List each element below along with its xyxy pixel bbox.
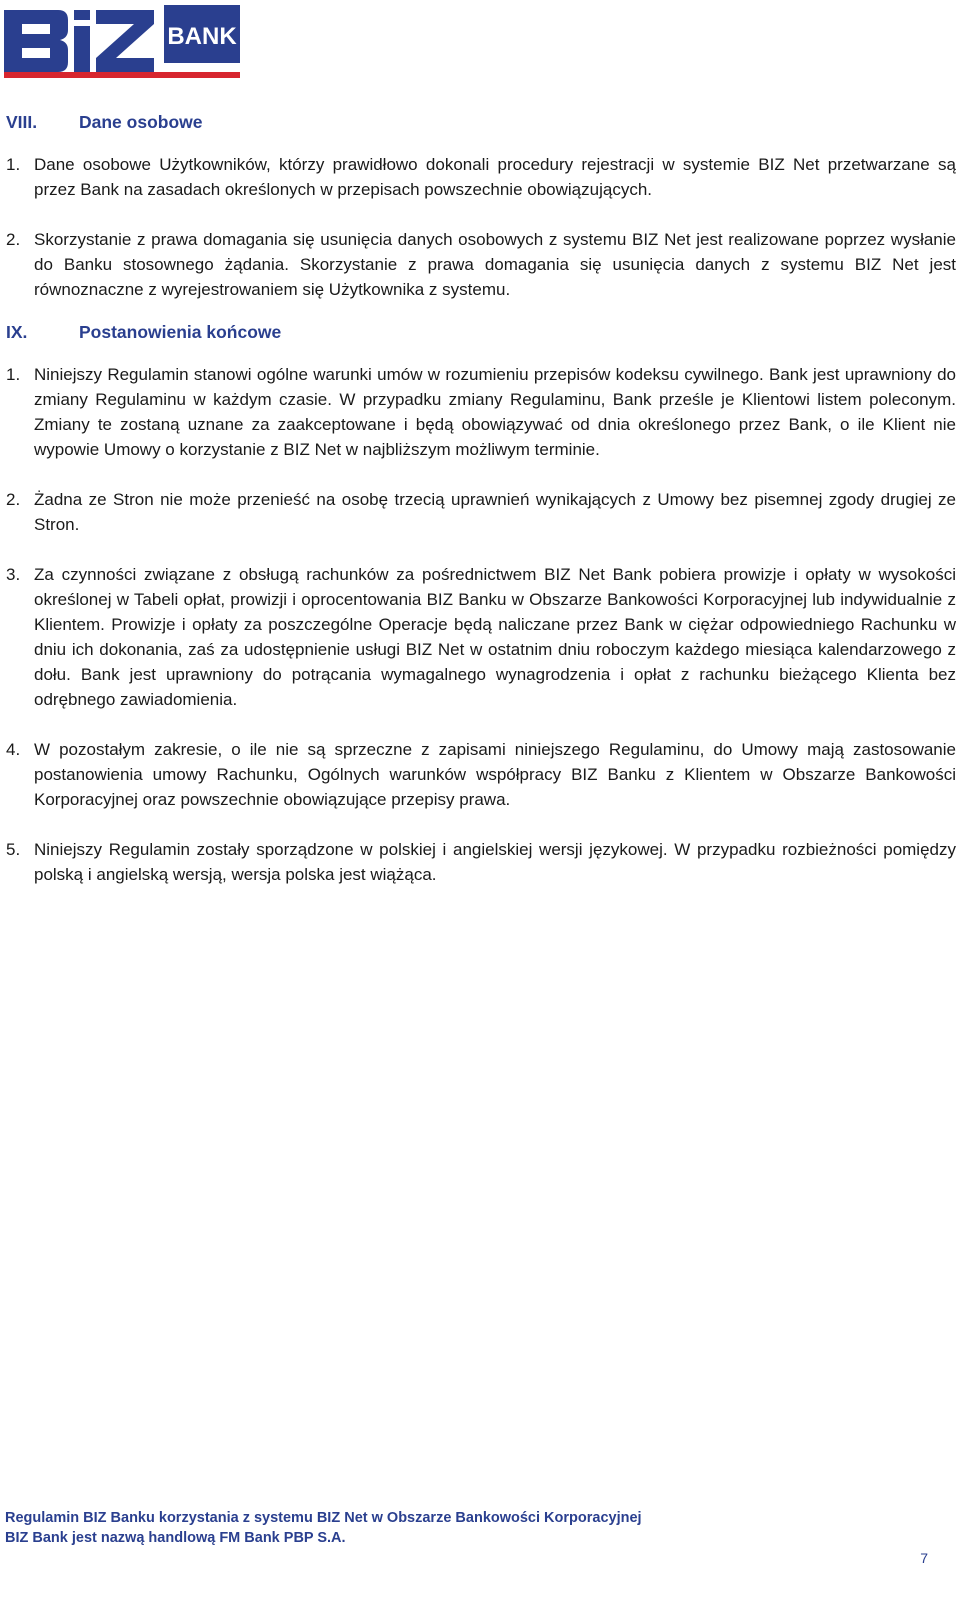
page-footer bbox=[5, 1508, 925, 1548]
footer-line-title: Regulamin BIZ Banku korzystania z systemu BIZ Net w Obszarze Bankowości Korporacyjnej bbox=[5, 1510, 642, 1526]
clause-number: 2. bbox=[6, 230, 21, 249]
section-title: Postanowienia końcowe bbox=[79, 322, 282, 342]
biz-bank-logo bbox=[2, 2, 242, 80]
logo-letter-z bbox=[96, 10, 154, 72]
clause bbox=[6, 837, 956, 887]
section-title: Dane osobowe bbox=[79, 112, 203, 132]
clause bbox=[6, 487, 956, 537]
section-number: VIII. bbox=[6, 112, 38, 132]
clause-text: Skorzystanie z prawa domagania się usunięcia danych osobowych z systemu BIZ Net jest realizowane poprzez wysłanie do Banku stosownego żądania. Skorzystanie z prawa domagania się usunięcia danych z systemu BIZ Net jest równoznaczne z wyrejestrowaniem się Użytkownika z systemu. bbox=[34, 230, 956, 299]
clause-text: Niniejszy Regulamin zostały sporządzone w polskiej i angielskiej wersji językowej. W przypadku rozbieżności pomiędzy polską i angielską wersją, wersja polska jest wiążąca. bbox=[34, 840, 956, 884]
footer-line-legal: BIZ Bank jest nazwą handlową FM Bank PBP S.A. bbox=[5, 1530, 346, 1546]
clause-number: 1. bbox=[6, 365, 21, 384]
section-number: IX. bbox=[6, 322, 28, 342]
clause-number: 4. bbox=[6, 740, 21, 759]
clause-text: W pozostałym zakresie, o ile nie są sprzeczne z zapisami niniejszego Regulaminu, do Umowy mają zastosowanie postanowienia umowy Rachunku, Ogólnych warunków współpracy BIZ Banku z Klientem w Obszarze Bankowości Korporacyjnej oraz powszechnie obowiązujące przepisy prawa. bbox=[34, 740, 956, 809]
clause bbox=[6, 562, 956, 712]
logo-bank-word: BANK bbox=[167, 23, 237, 50]
page-number: 7 bbox=[920, 1550, 928, 1566]
clause-number: 3. bbox=[6, 565, 21, 584]
clause bbox=[6, 362, 956, 462]
clause bbox=[6, 737, 956, 812]
clause-number: 1. bbox=[6, 155, 21, 174]
logo-letter-i bbox=[74, 10, 90, 72]
clause-text: Dane osobowe Użytkowników, którzy prawidłowo dokonali procedury rejestracji w systemie BIZ Net przetwarzane są przez Bank na zasadach określonych w przepisach powszechnie obowiązujących. bbox=[34, 155, 956, 199]
section-heading bbox=[6, 320, 956, 345]
logo-letter-b bbox=[4, 10, 68, 72]
clause-text: Żadna ze Stron nie może przenieść na osobę trzecią uprawnień wynikających z Umowy bez pisemnej zgody drugiej ze Stron. bbox=[34, 490, 956, 534]
clause bbox=[6, 227, 956, 302]
document-body bbox=[6, 110, 956, 912]
clause bbox=[6, 152, 956, 202]
section-heading bbox=[6, 110, 956, 135]
clause-text: Niniejszy Regulamin stanowi ogólne warunki umów w rozumieniu przepisów kodeksu cywilnego. Bank jest uprawniony do zmiany Regulaminu w każdym czasie. W przypadku zmiany Regulaminu, Bank prześle je Klientowi listem poleconym. Zmiany te zostaną uznane za zaakceptowane i będą obowiązywać od dnia określonego przez Bank, o ile Klient nie wypowie Umowy o korzystanie z BIZ Net w najbliższym możliwym terminie. bbox=[34, 365, 956, 459]
clause-number: 2. bbox=[6, 490, 21, 509]
logo-red-bar bbox=[4, 72, 240, 78]
clause-number: 5. bbox=[6, 840, 21, 859]
clause-text: Za czynności związane z obsługą rachunków za pośrednictwem BIZ Net Bank pobiera prowizje i opłaty w wysokości określonej w Tabeli opłat, prowizji i oprocentowania BIZ Banku w Obszarze Bankowości Korporacyjnej lub indywidualnie z Klientem. Prowizje i opłaty za poszczególne Operacje będą naliczane przez Bank w ciężar odpowiedniego Rachunku w dniu ich dokonania, zaś za udostępnienie usługi BIZ Net w ostatnim dniu roboczym każdego miesiąca kalendarzowego z dołu. Bank jest uprawniony do potrącania wymagalnego wynagrodzenia i opłat z rachunku bieżącego Klienta bez odrębnego zawiadomienia. bbox=[34, 565, 956, 709]
